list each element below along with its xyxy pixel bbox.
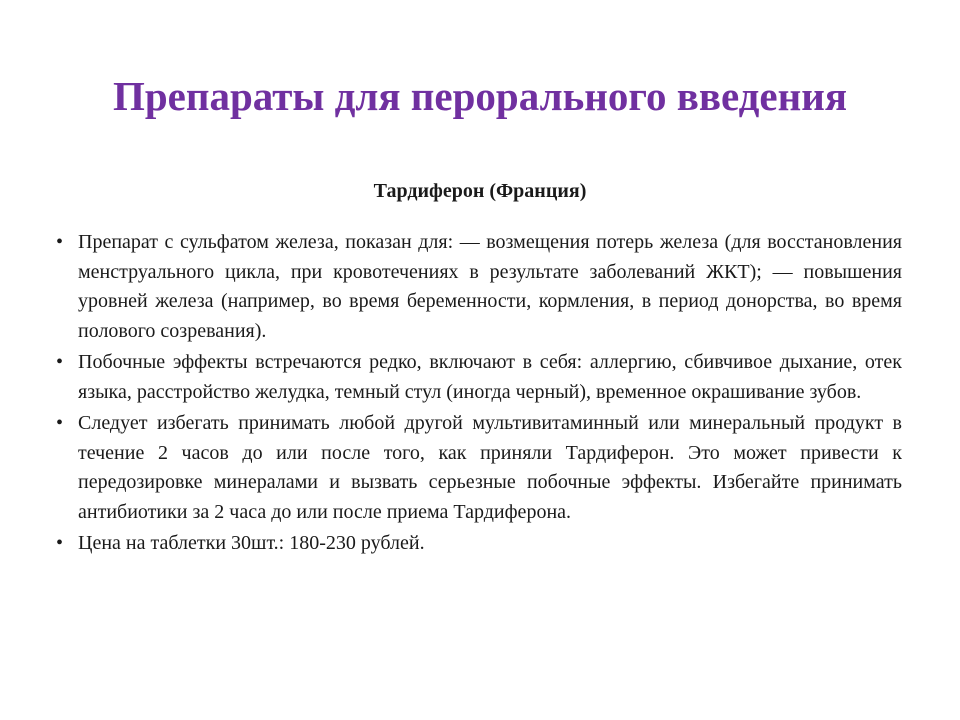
slide-subtitle: Тардиферон (Франция)	[373, 180, 587, 202]
bullet-item-interactions	[54, 409, 902, 527]
bullet-icon: •	[56, 351, 64, 373]
bullet-text: Побочные эффекты встречаются редко, включают в себя: аллергию, сбивчивое дыхание, отек языка, расстройство желудка, темный стул (иногда черный), временное окрашивание зубов.	[78, 351, 902, 403]
bullet-item-price	[54, 529, 902, 559]
bullet-item-side-effects	[54, 348, 902, 407]
bullet-text: Препарат с сульфатом железа, показан для: — возмещения потерь железа (для восстановления менструального цикла, при кровотечениях в результате заболеваний ЖКТ); — повышения уровней железа (например, во время беременности, кормления, в период донорства, во время полового созревания).	[78, 231, 902, 342]
bullet-text: Цена на таблетки 30шт.: 180-230 рублей.	[78, 532, 425, 554]
bullet-icon: •	[56, 231, 64, 253]
bullet-icon: •	[56, 532, 64, 554]
bullet-icon: •	[56, 412, 64, 434]
bullet-item-indications	[54, 228, 902, 346]
slide-title: Препараты для перорального введения	[112, 73, 848, 119]
bullet-list	[54, 228, 902, 561]
bullet-text: Следует избегать принимать любой другой мультивитаминный или минеральный продукт в течение 2 часов до или после того, как приняли Тардиферон. Это может привести к передозировке минералами и вызвать серьезные побочные эффекты. Избегайте принимать антибиотики за 2 часа до или после приема Тардиферона.	[78, 412, 902, 523]
